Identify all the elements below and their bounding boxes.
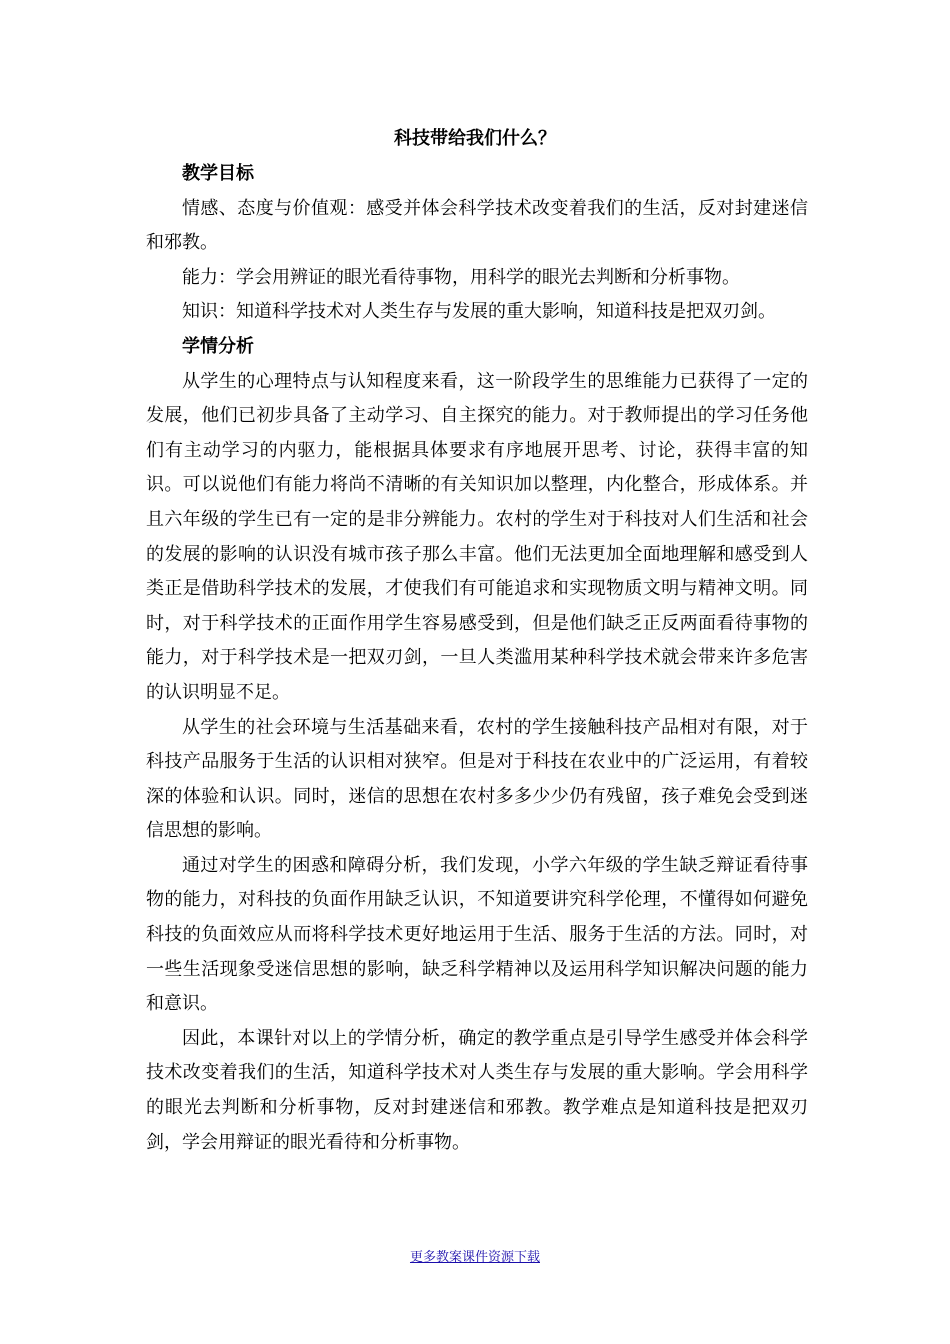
objective-emotion: 情感、态度与价值观：感受并体会科学技术改变着我们的生活，反对封建迷信和邪教。: [146, 197, 808, 254]
document-title: 科技带给我们什么？: [394, 128, 556, 149]
objective-ability: 能力：学会用辨证的眼光看待事物，用科学的眼光去判断和分析事物。: [182, 266, 740, 288]
footer-download-link[interactable]: 更多教案课件资源下载: [409, 1250, 540, 1265]
analysis-paragraph: 从学生的社会环境与生活基础来看，农村的学生接触科技产品相对有限，对于科技产品服务于生活的认识相对狭窄。但是对于科技在农业中的广泛运用，有着较深的体验和认识。同时，迷信的思想在农村多多少少仍有残留，孩子难免会受到迷信思想的影响。: [146, 716, 808, 842]
analysis-paragraph: 通过对学生的困惑和障碍分析，我们发现，小学六年级的学生缺乏辩证看待事物的能力，对科技的负面作用缺乏认识，不知道要讲究科学伦理，不懂得如何避免科技的负面效应从而将科学技术更好地运用于生活、服务于生活的方法。同时，对一些生活现象受迷信思想的影响，缺乏科学精神以及运用科学知识解决问题的能力和意识。: [146, 854, 808, 1015]
section-heading-analysis: 学情分析: [182, 335, 254, 357]
objective-knowledge: 知识：知道科学技术对人类生存与发展的重大影响，知道科技是把双刃剑。: [182, 301, 776, 323]
section-heading-objectives: 教学目标: [182, 163, 254, 184]
analysis-paragraph: 因此，本课针对以上的学情分析，确定的教学重点是引导学生感受并体会科学技术改变着我们的生活，知道科学技术对人类生存与发展的重大影响。学会用科学的眼光去判断和分析事物，反对封建迷信和邪教。教学难点是知道科技是把双刃剑，学会用辩证的眼光看待和分析事物。: [146, 1027, 808, 1153]
document-body: [146, 157, 808, 1160]
analysis-paragraph: 从学生的心理特点与认知程度来看，这一阶段学生的思维能力已获得了一定的发展，他们已初步具备了主动学习、自主探究的能力。对于教师提出的学习任务他们有主动学习的内驱力，能根据具体要求有序地展开思考、讨论，获得丰富的知识。可以说他们有能力将尚不清晰的有关知识加以整理，内化整合，形成体系。并且六年级的学生已有一定的是非分辨能力。农村的学生对于科技对人们生活和社会的发展的影响的认识没有城市孩子那么丰富。他们无法更加全面地理解和感受到人类正是借助科学技术的发展，才使我们有可能追求和实现物质文明与精神文明。同时，对于科学技术的正面作用学生容易感受到，但是他们缺乏正反两面看待事物的能力，对于科学技术是一把双刃剑，一旦人类滥用某种科学技术就会带来许多危害的认识明显不足。: [146, 370, 808, 703]
